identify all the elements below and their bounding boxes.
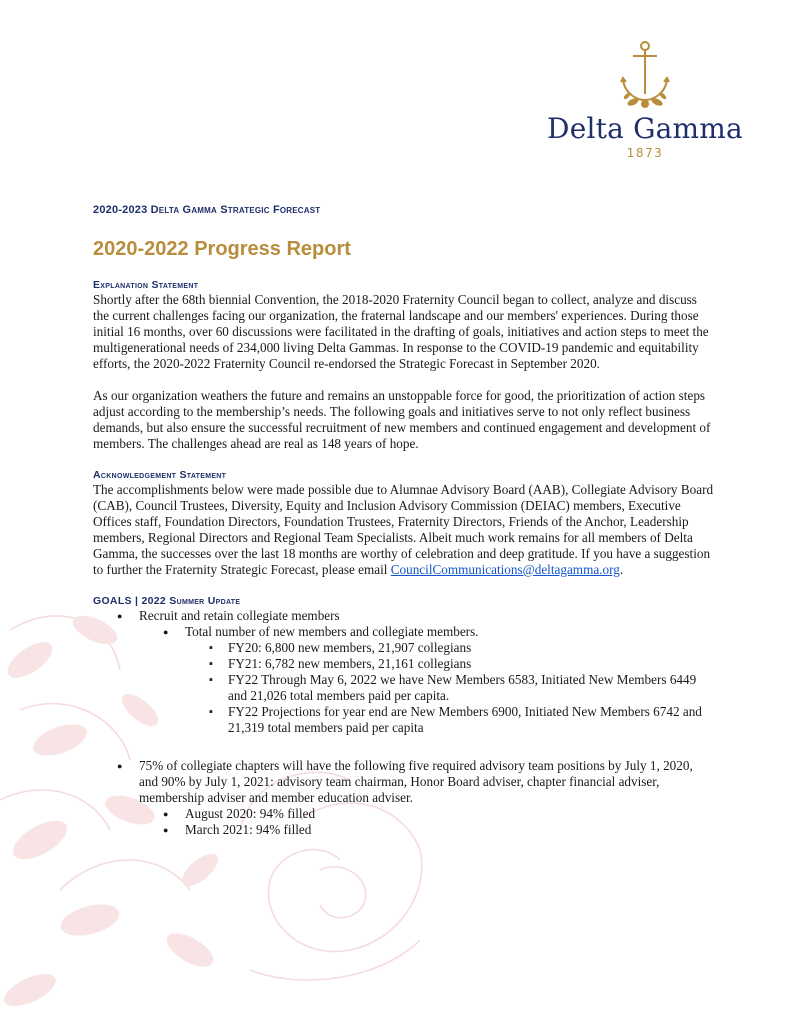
goals-heading: GOALS | 2022 Summer Update (93, 595, 241, 607)
goal-text: 75% of collegiate chapters will have the following five required advisory team positions by July 1, 2020, and 90% by July 1, 2021: advisory team chairman, Honor Board adviser, chapter financial adviser, membership adviser and member education adviser. (139, 758, 693, 805)
explanation-paragraph-1: Shortly after the 68th biennial Convention, the 2018-2020 Fraternity Council began to collect, analyze and discuss the current challenges facing our organization, the fraternal landscape and our members' experiences. During those initial 16 months, over 60 discussions were facilitated in the drafting of goals, initiatives and action steps to meet the multigenerational needs of 234,000 living Delta Gammas. In response to the COVID-19 pandemic and equitability efforts, the 2020-2022 Fraternity Council re-endorsed the Strategic Forecast in September 2020. (93, 292, 709, 371)
goal-subitem (139, 624, 715, 736)
metric-item: ▪ FY21: 6,782 new members, 21,161 collegians (185, 656, 715, 672)
anchor-crest-icon (615, 40, 675, 112)
council-email-link[interactable]: CouncilCommunications@deltagamma.org (390, 562, 620, 577)
metric-item: ▪ FY20: 6,800 new members, 21,907 collegians (185, 640, 715, 656)
explanation-heading: Explanation Statement (93, 279, 199, 291)
goal-item (93, 758, 715, 838)
delta-gamma-logo (538, 40, 752, 160)
acknowledgement-heading: Acknowledgement Statement (93, 469, 227, 481)
goal-subitem-text: Total number of new members and collegiate members. (185, 624, 479, 639)
document-label: 2020-2023 Delta Gamma Strategic Forecast (93, 204, 321, 216)
goal-sublist (139, 624, 715, 736)
goal-text: Recruit and retain collegiate members (139, 608, 340, 623)
metric-item: ▪ FY22 Projections for year end are New Members 6900, Initiated New Members 6742 and 21,319 total members paid per capita (185, 704, 715, 736)
explanation-paragraph-2: As our organization weathers the future and remains an unstoppable force for good, the prioritization of action steps adjust according to the membership’s needs. The following goals and initiatives serve to not only reflect business demands, but also ensure the successful recruitment of new members and continued engagement and development of members. The challenges ahead are real as 148 years of hope. (93, 388, 711, 451)
metric-item: ▪ FY22 Through May 6, 2022 we have New Members 6583, Initiated New Members 6449 and 21,026 total members paid per capita. (185, 672, 715, 704)
goal-item (93, 608, 715, 736)
goals-list (93, 608, 715, 838)
logo-year: 1873 (626, 146, 664, 160)
goal-subitem: ● August 2020: 94% filled (139, 806, 715, 822)
acknowledgement-text: The accomplishments below were made possible due to Alumnae Advisory Board (AAB), Collegiate Advisory Board (CAB), Council Trustees, Diversity, Equity and Inclusion Advisory Commission (DEIAC) members, Executive Offices staff, Foundation Directors, Foundation Trustees, Fraternity Directors, Friends of the Anchor, Leadership members, Regional Directors and Regional Team Specialists. Albeit much work remains for all members of Delta Gamma, the successes over the last 18 months are worthy of celebration and deep gratitude. If you have a suggestion to further the Fraternity Strategic Forecast, please email (93, 482, 714, 577)
report-title: 2020-2022 Progress Report (93, 238, 351, 260)
acknowledgement-paragraph (93, 482, 715, 578)
goal-sublist (139, 806, 715, 838)
logo-name: Delta Gamma (547, 112, 743, 145)
acknowledgement-suffix: . (619, 562, 624, 577)
goal-metrics-list (185, 640, 715, 736)
goal-subitem: ● March 2021: 94% filled (139, 822, 715, 838)
document-body (93, 204, 715, 838)
